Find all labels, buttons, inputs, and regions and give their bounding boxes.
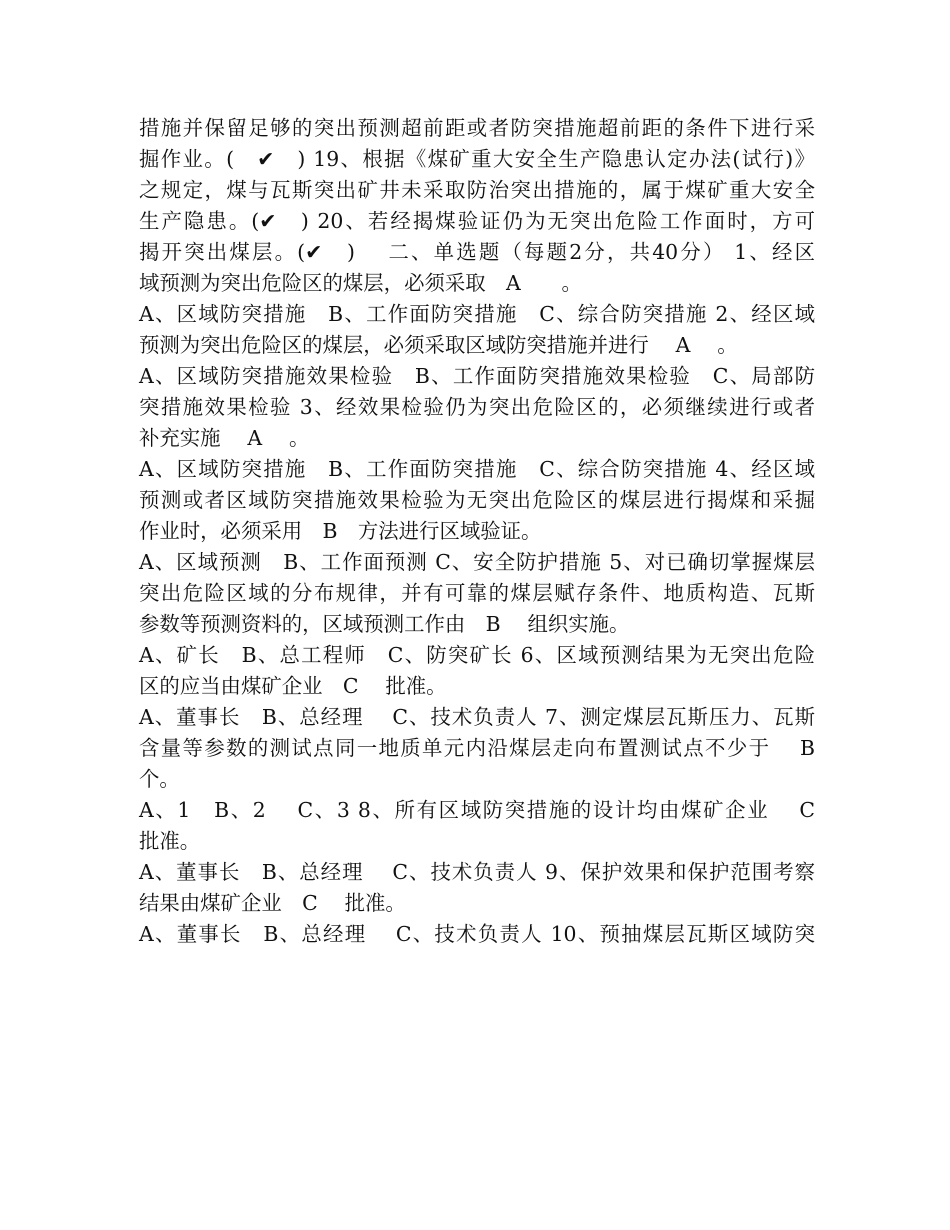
text-line: A、1 B、2 C、3 8、所有区域防突措施的设计均由煤矿企业 C	[139, 798, 815, 822]
text-line: 参数等预测资料的，区域预测工作由 B 组织实施。	[139, 612, 630, 636]
text-line: 域预测为突出危险区的煤层，必须采取 A 。	[139, 271, 582, 295]
text-line: 揭开突出煤层。(✔ ) 二、单选题（每题2分，共40分） 1、经区	[139, 240, 815, 264]
text-line: 生产隐患。(✔ ) 20、若经揭煤验证仍为无突出危险工作面时，方可	[139, 209, 815, 233]
text-line: 突出危险区域的分布规律，并有可靠的煤层赋存条件、地质构造、瓦斯	[139, 581, 815, 605]
text-line: 区的应当由煤矿企业 C 批准。	[139, 674, 447, 698]
text-line: 预测为突出危险区的煤层，必须采取区域防突措施并进行 A 。	[139, 333, 738, 357]
text-line: 个。	[139, 767, 180, 791]
text-line: 之规定，煤与瓦斯突出矿井未采取防治突出措施的，属于煤矿重大安全	[139, 178, 815, 202]
text-line: 批准。	[139, 829, 201, 853]
text-line: A、董事长 B、总经理 C、技术负责人 10、预抽煤层瓦斯区域防突	[139, 922, 815, 946]
text-line: 含量等参数的测试点同一地质单元内沿煤层走向布置测试点不少于 B	[139, 736, 815, 760]
text-line: 突措施效果检验 3、经效果检验仍为突出危险区的，必须继续进行或者	[139, 395, 815, 419]
text-line: A、区域防突措施效果检验 B、工作面防突措施效果检验 C、局部防	[139, 364, 815, 388]
text-line: A、区域预测 B、工作面预测 C、安全防护措施 5、对已确切掌握煤层	[139, 550, 815, 574]
text-line: 作业时，必须采用 B 方法进行区域验证。	[139, 519, 542, 543]
text-line: A、董事长 B、总经理 C、技术负责人 9、保护效果和保护范围考察	[139, 860, 815, 884]
text-line: A、董事长 B、总经理 C、技术负责人 7、测定煤层瓦斯压力、瓦斯	[139, 705, 815, 729]
text-line: 结果由煤矿企业 C 批准。	[139, 891, 406, 915]
text-line: A、区域防突措施 B、工作面防突措施 C、综合防突措施 4、经区域	[139, 457, 815, 481]
text-line: 预测或者区域防突措施效果检验为无突出危险区的煤层进行揭煤和采掘	[139, 488, 815, 512]
text-line: 补充实施 A 。	[139, 426, 310, 450]
text-line: A、矿长 B、总工程师 C、防突矿长 6、区域预测结果为无突出危险	[139, 643, 815, 667]
document-body	[139, 113, 815, 950]
text-line: 掘作业。( ✔ ) 19、根据《煤矿重大安全生产隐患认定办法(试行)》	[139, 147, 815, 171]
text-line: A、区域防突措施 B、工作面防突措施 C、综合防突措施 2、经区域	[139, 302, 815, 326]
text-line: 措施并保留足够的突出预测超前距或者防突措施超前距的条件下进行采	[139, 116, 815, 140]
